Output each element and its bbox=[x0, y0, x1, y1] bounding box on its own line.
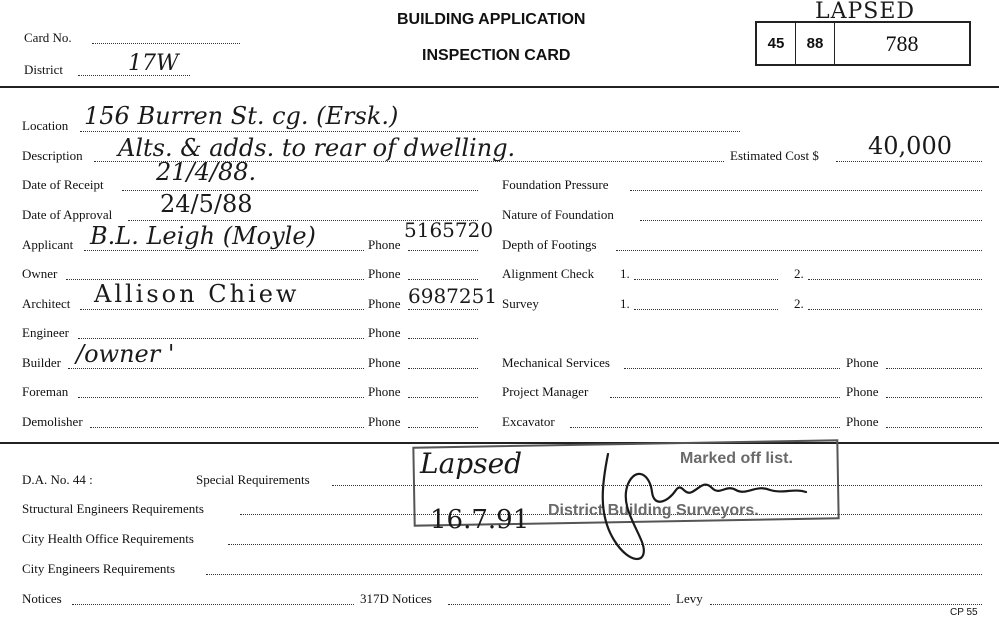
depth-footings-label: Depth of Footings bbox=[502, 237, 597, 252]
estimated-cost-value: 40,000 bbox=[868, 132, 952, 160]
reference-box bbox=[755, 21, 971, 66]
estimated-cost-line bbox=[836, 161, 982, 162]
excavator-phone-line bbox=[886, 427, 982, 428]
applicant-phone-label: Phone bbox=[368, 237, 401, 252]
architect-value: Allison Chiew bbox=[94, 280, 300, 308]
project-manager-phone-line bbox=[886, 397, 982, 398]
notices-label: Notices bbox=[22, 591, 62, 606]
stamp-district-text: District Building Surveyors. bbox=[548, 502, 759, 519]
footer-code: CP 55 bbox=[950, 607, 978, 618]
stamp-marked-text: Marked off list. bbox=[680, 450, 793, 467]
location-line bbox=[80, 131, 740, 132]
date-receipt-label: Date of Receipt bbox=[22, 177, 104, 192]
survey-num-1: 1. bbox=[620, 296, 630, 311]
engineer-phone-label: Phone bbox=[368, 325, 401, 340]
title-line2: INSPECTION CARD bbox=[422, 47, 571, 64]
builder-label: Builder bbox=[22, 355, 61, 370]
notices-line bbox=[72, 604, 354, 605]
engineer-phone-line bbox=[408, 338, 478, 339]
notices-317d-label: 317D Notices bbox=[360, 591, 432, 606]
mechanical-phone-line bbox=[886, 368, 982, 369]
demolisher-label: Demolisher bbox=[22, 414, 83, 429]
applicant-phone-value: 5165720 bbox=[404, 218, 494, 242]
survey-label: Survey bbox=[502, 296, 539, 311]
lapsed-note: LAPSED bbox=[815, 0, 916, 24]
title-line1: BUILDING APPLICATION bbox=[397, 11, 586, 28]
date-receipt-value: 21/4/88. bbox=[156, 158, 257, 186]
ref-box-cell: 45 bbox=[757, 23, 796, 64]
nature-foundation-line bbox=[640, 220, 982, 221]
architect-line bbox=[80, 309, 364, 310]
builder-line bbox=[68, 368, 364, 369]
excavator-line bbox=[570, 427, 840, 428]
foundation-pressure-line bbox=[630, 190, 982, 191]
excavator-phone-label: Phone bbox=[846, 414, 879, 429]
architect-phone-label: Phone bbox=[368, 296, 401, 311]
ref-box-cell: 88 bbox=[796, 23, 835, 64]
card-no-line bbox=[92, 43, 240, 44]
builder-value: /owner ' bbox=[76, 340, 175, 368]
alignment-num-2: 2. bbox=[794, 266, 804, 281]
demolisher-line bbox=[90, 427, 364, 428]
ref-box-number: 788 bbox=[885, 30, 919, 56]
city-health-label: City Health Office Requirements bbox=[22, 531, 194, 546]
alignment-check-label: Alignment Check bbox=[502, 266, 595, 281]
architect-label: Architect bbox=[22, 296, 71, 311]
alignment-num-1: 1. bbox=[620, 266, 630, 281]
description-value: Alts. & adds. to rear of dwelling. bbox=[118, 134, 516, 162]
survey-num-2: 2. bbox=[794, 296, 804, 311]
location-value: 156 Burren St. cg. (Ersk.) bbox=[84, 102, 399, 130]
applicant-label: Applicant bbox=[22, 237, 74, 252]
mechanical-services-label: Mechanical Services bbox=[502, 355, 610, 370]
levy-label: Levy bbox=[676, 591, 703, 606]
top-divider bbox=[0, 86, 999, 88]
city-engineers-line bbox=[206, 574, 982, 575]
date-approval-label: Date of Approval bbox=[22, 207, 113, 222]
foreman-phone-label: Phone bbox=[368, 384, 401, 399]
alignment-line-1 bbox=[634, 279, 778, 280]
project-manager-phone-label: Phone bbox=[846, 384, 879, 399]
levy-line bbox=[710, 604, 982, 605]
notices-317d-line bbox=[448, 604, 670, 605]
depth-footings-line bbox=[616, 250, 982, 251]
builder-phone-line bbox=[408, 368, 478, 369]
city-engineers-label: City Engineers Requirements bbox=[22, 561, 176, 576]
da-no-label: D.A. No. 44 : bbox=[22, 472, 93, 487]
survey-line-1 bbox=[634, 309, 778, 310]
applicant-line bbox=[84, 250, 364, 251]
foreman-line bbox=[78, 397, 364, 398]
date-approval-value: 24/5/88 bbox=[160, 190, 253, 218]
engineer-line bbox=[78, 338, 364, 339]
owner-phone-line bbox=[408, 279, 478, 280]
demolisher-phone-label: Phone bbox=[368, 414, 401, 429]
demolisher-phone-line bbox=[408, 427, 478, 428]
builder-phone-label: Phone bbox=[368, 355, 401, 370]
signature-mark bbox=[580, 444, 820, 574]
project-manager-label: Project Manager bbox=[502, 384, 589, 399]
description-label: Description bbox=[22, 148, 83, 163]
lapsed-date-handwritten: 16.7.91 bbox=[430, 505, 530, 535]
engineer-label: Engineer bbox=[22, 325, 69, 340]
foundation-pressure-label: Foundation Pressure bbox=[502, 177, 609, 192]
project-manager-line bbox=[610, 397, 840, 398]
survey-line-2 bbox=[808, 309, 982, 310]
architect-phone-value: 6987251 bbox=[408, 284, 498, 308]
architect-phone-line bbox=[408, 309, 478, 310]
district-value: 17W bbox=[128, 51, 179, 76]
mechanical-services-line bbox=[624, 368, 840, 369]
owner-label: Owner bbox=[22, 266, 58, 281]
alignment-line-2 bbox=[808, 279, 982, 280]
structural-label: Structural Engineers Requirements bbox=[22, 501, 204, 516]
mechanical-phone-label: Phone bbox=[846, 355, 879, 370]
special-requirements-label: Special Requirements bbox=[196, 472, 310, 487]
nature-foundation-label: Nature of Foundation bbox=[502, 207, 614, 222]
foreman-label: Foreman bbox=[22, 384, 69, 399]
card-no-label: Card No. bbox=[24, 30, 72, 45]
lapsed-handwritten: Lapsed bbox=[420, 447, 523, 480]
applicant-phone-line bbox=[408, 250, 478, 251]
foreman-phone-line bbox=[408, 397, 478, 398]
middle-divider bbox=[0, 442, 999, 444]
district-label: District bbox=[24, 62, 63, 77]
applicant-value: B.L. Leigh (Moyle) bbox=[90, 222, 316, 250]
location-label: Location bbox=[22, 118, 69, 133]
owner-phone-label: Phone bbox=[368, 266, 401, 281]
excavator-label: Excavator bbox=[502, 414, 555, 429]
estimated-cost-label: Estimated Cost $ bbox=[730, 148, 819, 163]
